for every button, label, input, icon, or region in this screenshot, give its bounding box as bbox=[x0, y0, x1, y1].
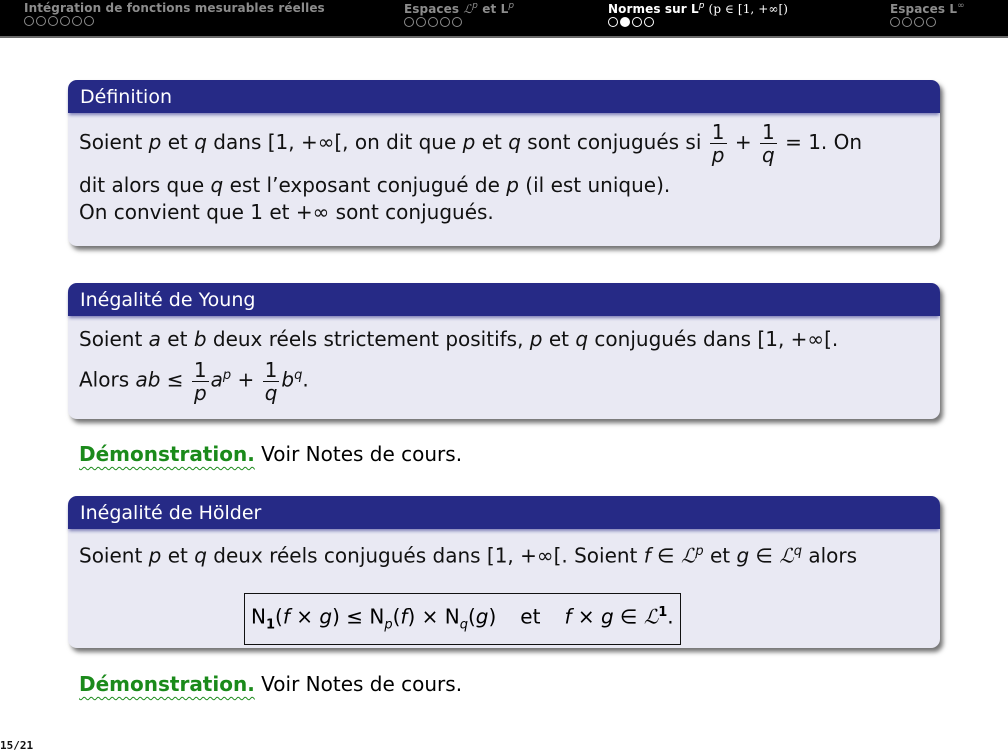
text: × bbox=[571, 604, 601, 629]
math-var: b bbox=[193, 327, 207, 351]
subscript: q bbox=[459, 617, 468, 633]
nav-title-text: Normes sur L bbox=[608, 2, 699, 16]
math-var: p bbox=[529, 327, 543, 351]
text: ∈ bbox=[650, 543, 681, 568]
math-var: f bbox=[643, 543, 651, 568]
numerator: 1 bbox=[264, 357, 278, 382]
exponent: 1 bbox=[658, 605, 668, 620]
math-var: p bbox=[506, 173, 519, 197]
text: × bbox=[415, 604, 445, 629]
text: Alors bbox=[79, 367, 136, 392]
text: ∈ bbox=[749, 543, 780, 568]
slide-dot[interactable] bbox=[404, 17, 414, 27]
denominator: q bbox=[762, 143, 775, 167]
text: . bbox=[667, 604, 674, 629]
demonstration-2 bbox=[79, 672, 462, 696]
exponent: q bbox=[793, 544, 802, 559]
young-inequality-block bbox=[68, 283, 940, 419]
text: et bbox=[161, 130, 195, 154]
nav-section-integration[interactable] bbox=[24, 1, 325, 26]
slide-dots bbox=[890, 17, 965, 27]
math-var: f bbox=[282, 604, 290, 629]
text: ∈ bbox=[613, 604, 644, 629]
slide-dot[interactable] bbox=[36, 16, 46, 26]
text: dans [1, +∞[, on dit que bbox=[206, 130, 463, 154]
exponent: p bbox=[222, 368, 232, 383]
nav-section-espaces-linf[interactable] bbox=[890, 1, 965, 27]
math-var: a bbox=[210, 367, 223, 392]
slide-dot[interactable] bbox=[84, 16, 94, 26]
denominator: p bbox=[711, 143, 725, 167]
slide-dot[interactable] bbox=[440, 17, 450, 27]
text: deux réels conjugués dans [1, +∞[. Soient bbox=[206, 543, 644, 568]
block-body bbox=[68, 316, 940, 411]
nav-section-title[interactable] bbox=[404, 1, 514, 16]
math-script-L: ℒ bbox=[643, 604, 659, 629]
norm-symbol: N bbox=[444, 604, 460, 629]
math-var: q bbox=[210, 173, 224, 197]
demonstration-label: Démonstration. bbox=[79, 442, 255, 466]
slide-dots bbox=[608, 17, 788, 27]
text: (il est unique). bbox=[518, 173, 671, 197]
young-line-2 bbox=[79, 353, 929, 403]
math-var: g bbox=[319, 604, 333, 629]
fraction-1-over-p bbox=[710, 121, 727, 166]
slide-dot[interactable] bbox=[902, 17, 912, 27]
slide-dot[interactable] bbox=[24, 16, 34, 26]
text: Soient bbox=[79, 130, 149, 154]
text: + bbox=[231, 367, 261, 392]
numerator: 1 bbox=[711, 120, 725, 144]
nav-section-espaces-lp[interactable] bbox=[404, 1, 514, 27]
norm-symbol: N bbox=[251, 604, 266, 629]
slide-dot[interactable] bbox=[416, 17, 426, 27]
holder-line-1 bbox=[79, 538, 929, 570]
nav-title-sup: p bbox=[472, 1, 478, 11]
denominator: p bbox=[193, 380, 207, 405]
nav-title-sup: ∞ bbox=[957, 1, 965, 11]
math-var: p bbox=[462, 130, 476, 154]
nav-title-sup: p bbox=[698, 1, 705, 11]
slide-dot-current[interactable] bbox=[620, 17, 630, 27]
page-number: 15/21 bbox=[0, 739, 34, 752]
slide-dot[interactable] bbox=[48, 16, 58, 26]
nav-section-title[interactable] bbox=[608, 1, 788, 16]
math-var: b bbox=[281, 367, 295, 392]
text: deux réels strictement positifs, bbox=[206, 327, 530, 351]
denominator: q bbox=[264, 380, 278, 405]
text: et bbox=[542, 327, 576, 351]
holder-inequality-block bbox=[68, 496, 940, 648]
nav-section-title[interactable]: Intégration de fonctions mesurables réelles bbox=[24, 1, 325, 15]
slide-dot[interactable] bbox=[914, 17, 924, 27]
subscript: 1 bbox=[265, 617, 276, 633]
text: conjugués dans [1, +∞[. bbox=[588, 327, 839, 351]
demonstration-text: Voir Notes de cours. bbox=[254, 442, 463, 466]
text: et bbox=[161, 543, 195, 568]
math-script-L: ℒ bbox=[680, 543, 696, 568]
slide-dot[interactable] bbox=[890, 17, 900, 27]
subscript: p bbox=[384, 617, 393, 633]
numerator: 1 bbox=[193, 357, 207, 382]
text: ( bbox=[275, 604, 283, 629]
definition-line-2 bbox=[79, 172, 929, 199]
text: et bbox=[703, 543, 737, 568]
block-title: Définition bbox=[68, 80, 940, 113]
text: = 1. On bbox=[778, 130, 863, 154]
block-title: Inégalité de Hölder bbox=[68, 496, 940, 529]
nav-title-suffix: et L bbox=[477, 2, 509, 16]
nav-section-normes-lp[interactable] bbox=[608, 1, 788, 27]
demonstration-1 bbox=[79, 442, 462, 466]
norm-symbol: N bbox=[369, 604, 385, 629]
fraction-1-over-p bbox=[192, 359, 209, 404]
text: × bbox=[289, 604, 320, 629]
fraction-1-over-q bbox=[263, 359, 280, 404]
math-var: f bbox=[400, 604, 408, 629]
nav-title-sup: p bbox=[508, 1, 515, 11]
exponent: q bbox=[294, 368, 303, 383]
young-line-1 bbox=[79, 326, 929, 353]
math-var: p bbox=[148, 543, 162, 568]
nav-section-title[interactable] bbox=[890, 1, 965, 16]
holder-boxed-formula: $N_1(f \times g) \le N_p(f) \times N_q(g)$ et f × g ∈ ℒ$^1$. bbox=[244, 593, 681, 645]
text: et bbox=[520, 604, 541, 629]
nav-title-suffix: (p ∈ [1, +∞[) bbox=[704, 2, 789, 16]
text: et bbox=[475, 130, 509, 154]
slide-dot[interactable] bbox=[60, 16, 70, 26]
text: dit alors que bbox=[79, 173, 211, 197]
math-var: q bbox=[508, 130, 521, 154]
text: alors bbox=[802, 543, 858, 568]
definition-line-3: On convient que 1 et +∞ sont conjugués. bbox=[79, 200, 494, 224]
text: Soient bbox=[79, 543, 149, 568]
slide-dot[interactable] bbox=[72, 16, 82, 26]
nav-title-math: ℒ bbox=[463, 2, 473, 16]
nav-title-text: Espaces L bbox=[890, 2, 958, 16]
math-var: q bbox=[575, 327, 589, 351]
math-var: q bbox=[194, 130, 207, 154]
numerator: 1 bbox=[761, 120, 775, 144]
slide-dot[interactable] bbox=[452, 17, 462, 27]
math-var: g bbox=[600, 604, 614, 629]
text: sont conjugués si bbox=[520, 130, 708, 154]
text: et bbox=[160, 327, 194, 351]
nav-title-text: Espaces bbox=[404, 2, 464, 16]
slide-dot[interactable] bbox=[428, 17, 438, 27]
block-body bbox=[68, 529, 940, 578]
math-var: f bbox=[564, 604, 572, 629]
text: Soient bbox=[79, 327, 149, 351]
slide-dot[interactable] bbox=[644, 17, 654, 27]
exponent: p bbox=[695, 544, 704, 559]
fraction-1-over-q bbox=[760, 121, 777, 166]
math-var: a bbox=[148, 327, 161, 351]
slide-dot[interactable] bbox=[608, 17, 618, 27]
math-var: ab bbox=[135, 367, 161, 392]
math-var: g bbox=[736, 543, 750, 568]
block-title: Inégalité de Young bbox=[68, 283, 940, 316]
slide-dots bbox=[24, 16, 325, 26]
text: est l’exposant conjugué de bbox=[223, 173, 507, 197]
slide-dot[interactable] bbox=[926, 17, 936, 27]
section-navbar bbox=[0, 0, 1008, 38]
text: + bbox=[728, 130, 758, 154]
block-body bbox=[68, 113, 940, 234]
math-script-L: ℒ bbox=[779, 543, 794, 568]
definition-line-1 bbox=[79, 119, 929, 165]
math-var: g bbox=[475, 604, 489, 629]
definition-block bbox=[68, 80, 940, 246]
text: ≤ bbox=[160, 367, 190, 392]
math-var: p bbox=[148, 130, 162, 154]
demonstration-text: Voir Notes de cours. bbox=[254, 672, 463, 696]
text: ) ≤ bbox=[332, 604, 370, 629]
math-var: q bbox=[194, 543, 207, 568]
text: . bbox=[302, 367, 309, 392]
demonstration-label: Démonstration. bbox=[79, 672, 255, 696]
slide-dots bbox=[404, 17, 514, 27]
slide-dot[interactable] bbox=[632, 17, 642, 27]
